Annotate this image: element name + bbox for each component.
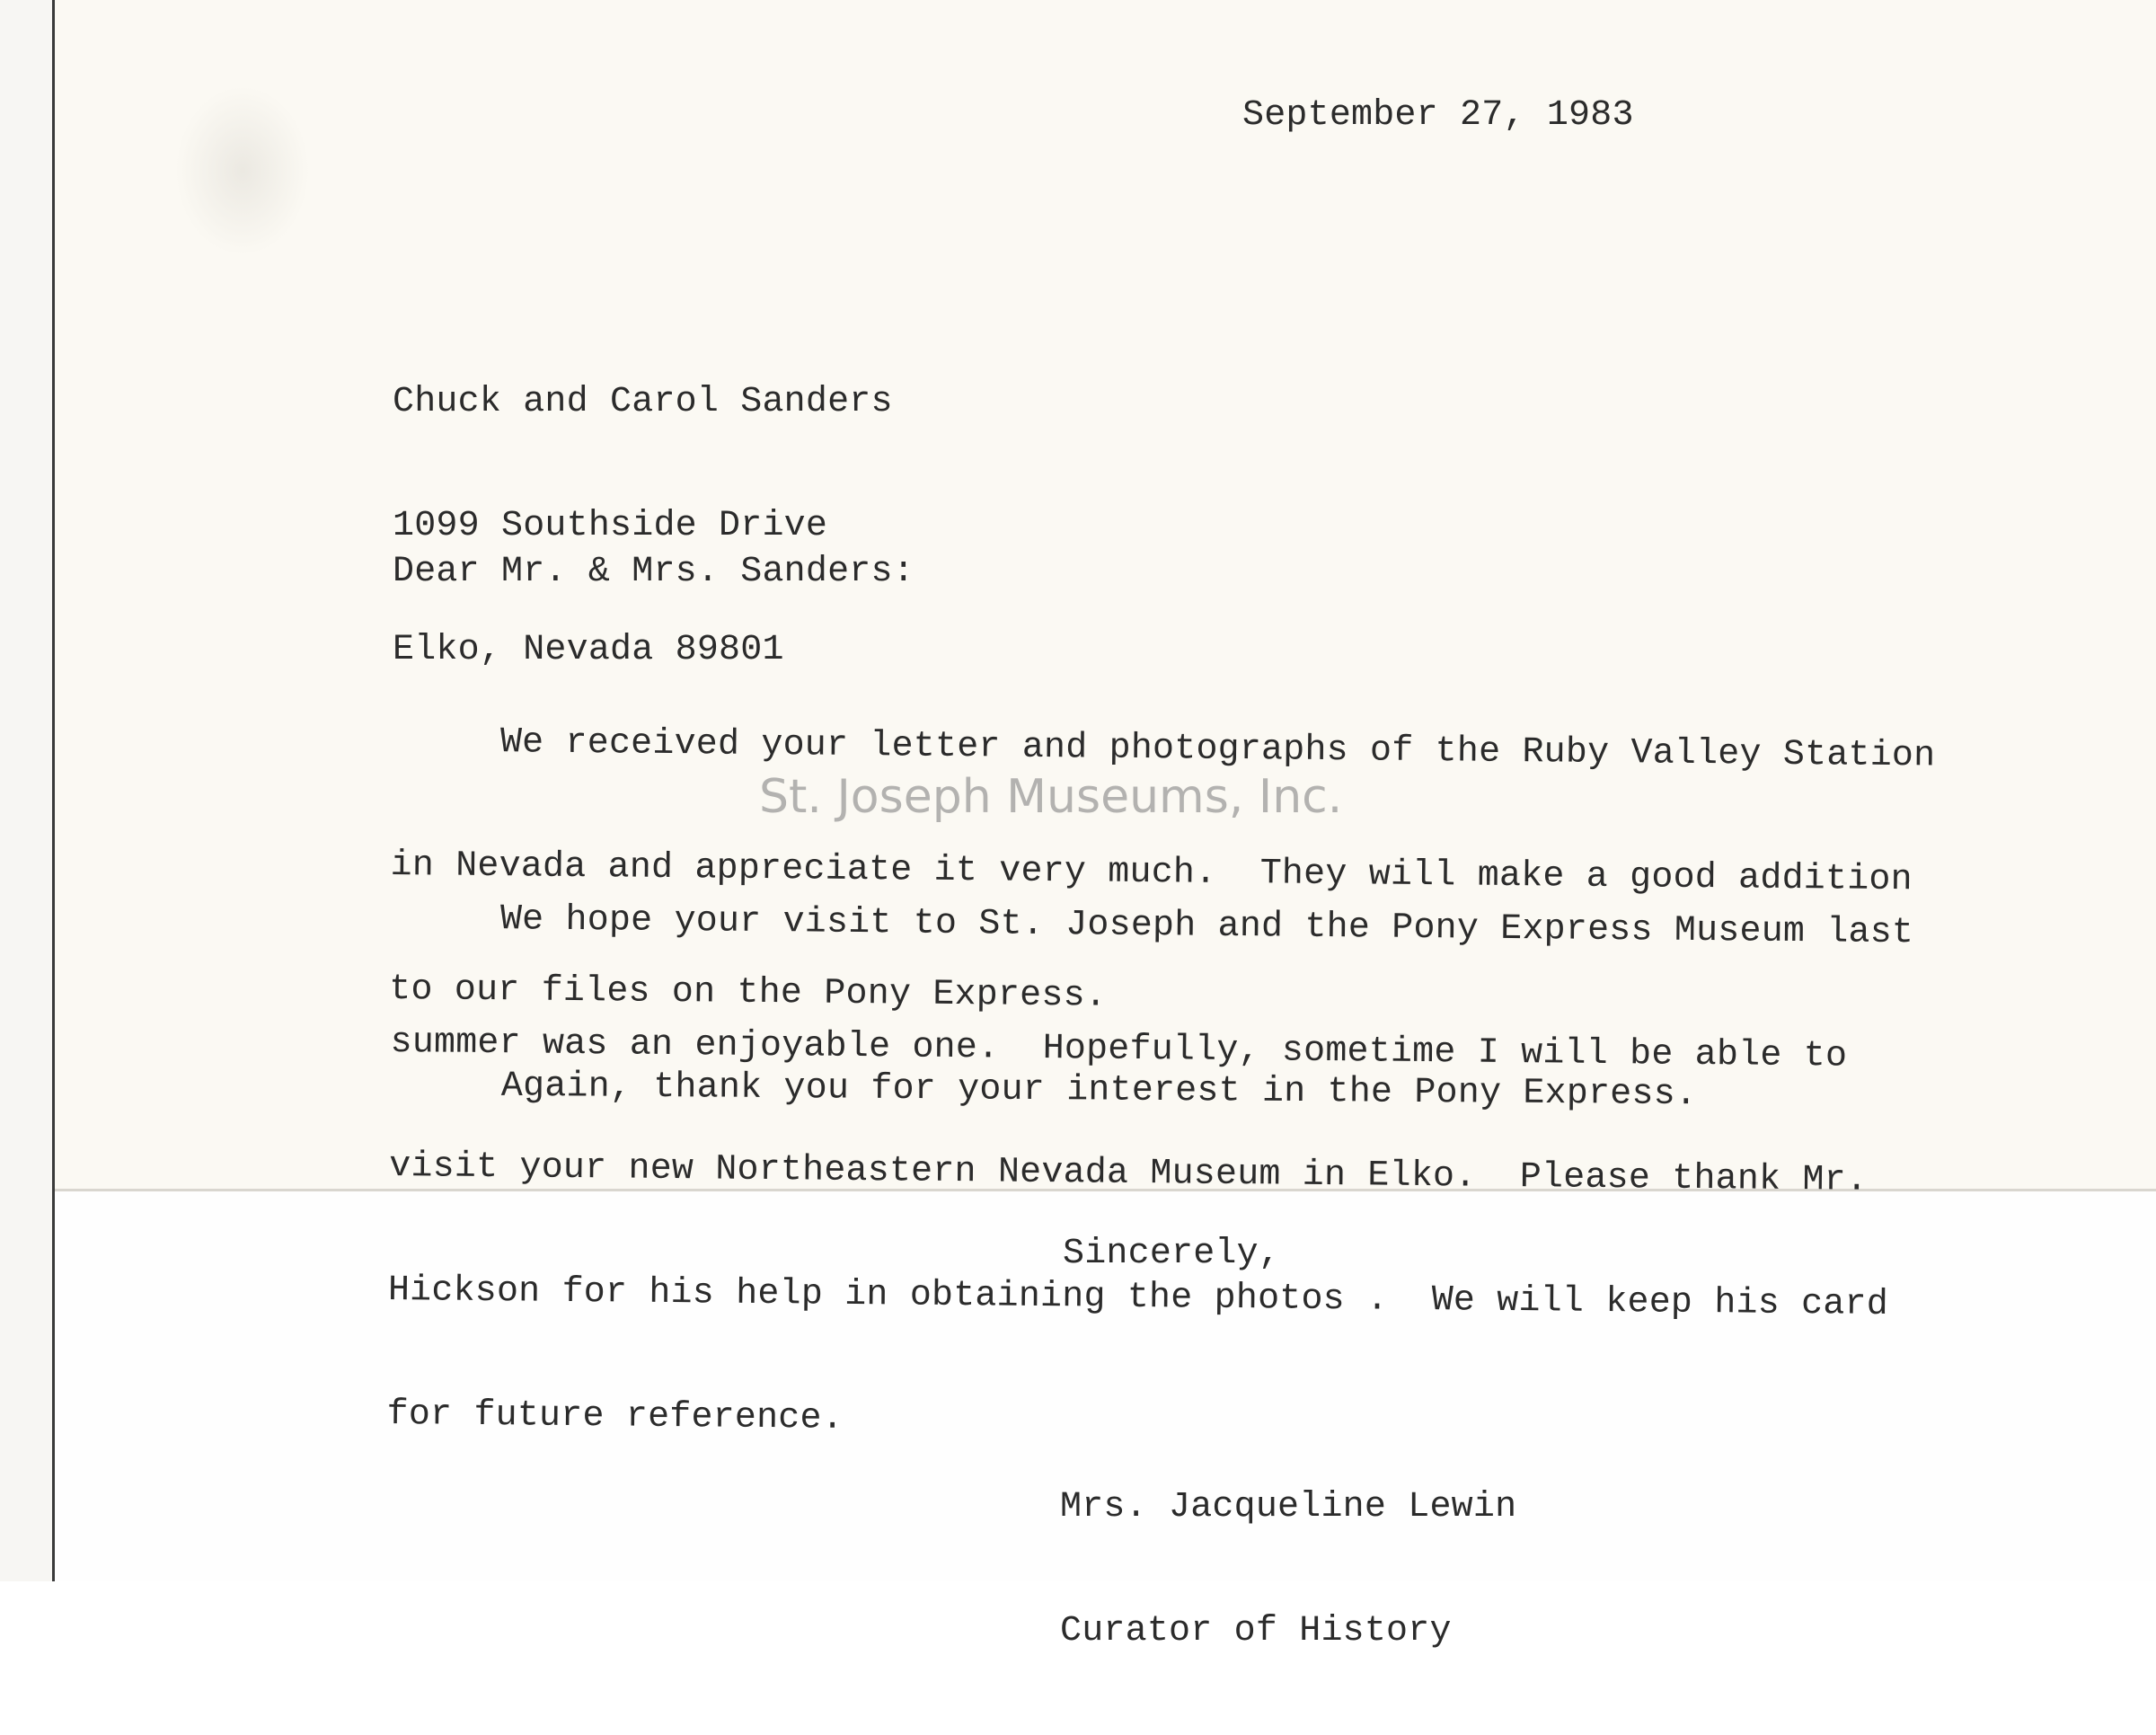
paragraph-line: Hickson for his help in obtaining the photos . We will keep his card: [387, 1270, 1889, 1326]
paragraph-line: visit your new Northeastern Nevada Museum in Elko. Please thank Mr.: [389, 1146, 1869, 1201]
paragraph-line: for future reference.: [386, 1394, 844, 1439]
signer-title: Curator of History: [1060, 1611, 1452, 1651]
paragraph-line: We hope your visit to St. Joseph and the Pony Express Museum last: [391, 898, 1914, 954]
signature-block: [1060, 1404, 1516, 1735]
closing: Sincerely,: [1063, 1234, 1281, 1274]
paper-stain: [175, 85, 310, 256]
paragraph-line: We received your letter and photographs of the Ruby Valley Station: [391, 721, 1936, 777]
salutation: Dear Mr. & Mrs. Sanders:: [393, 552, 915, 592]
recipient-street: 1099 Southside Drive: [393, 506, 828, 546]
watermark: St. Joseph Museums, Inc.: [759, 770, 1343, 824]
paragraph-3: Again, thank you for your interest in the Pony Express.: [392, 1066, 1698, 1116]
paragraph-line: in Nevada and appreciate it very much. They will make a good addition: [390, 845, 1913, 901]
paragraph-line: to our files on the Pony Express.: [389, 969, 1108, 1017]
scan-left-margin: [0, 0, 52, 1581]
paragraph-line: summer was an enjoyable one. Hopefully, sometime I will be able to: [390, 1022, 1848, 1077]
letter-date: September 27, 1983: [1242, 95, 1634, 136]
signer-name: Mrs. Jacqueline Lewin: [1060, 1487, 1517, 1527]
recipient-name: Chuck and Carol Sanders: [393, 382, 893, 422]
recipient-city: Elko, Nevada 89801: [393, 630, 784, 670]
